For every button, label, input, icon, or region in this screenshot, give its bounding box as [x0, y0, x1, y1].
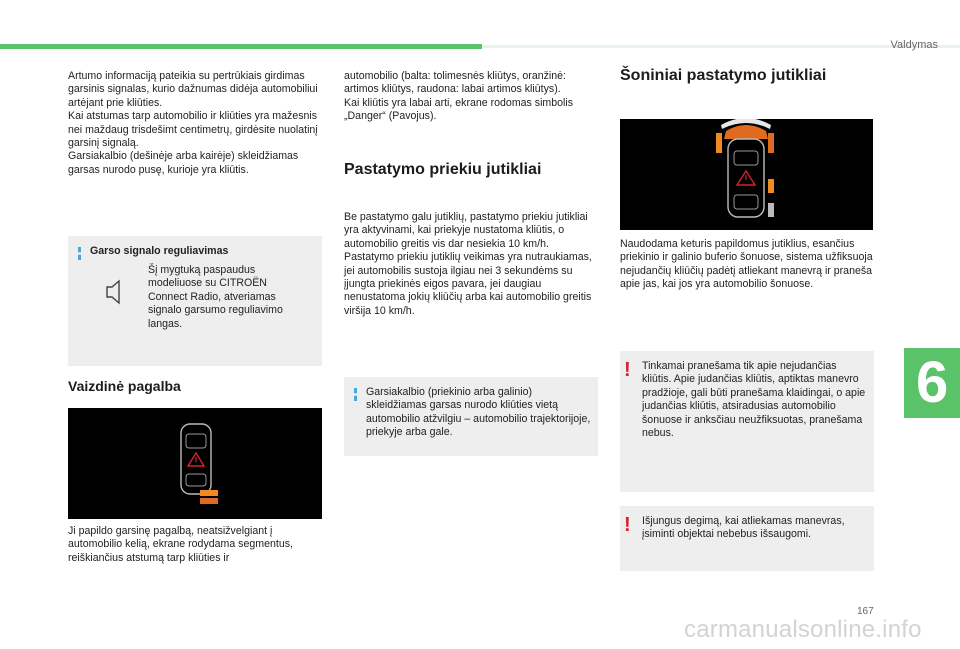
note-text: Garsiakalbio (priekinio arba galinio) skleidžiamas garsas nurodo kliūties vietą automobilio atžvilgiu – automobilio trajektorijoje, priekyje arba gale. — [366, 386, 591, 439]
page-number: 167 — [857, 606, 874, 617]
section-title: Valdymas — [890, 39, 938, 51]
warning-icon: ! — [624, 359, 631, 381]
ignition-off-warning — [620, 506, 874, 571]
color-legend-paragraph: automobilio (balta: tolimesnės kliūtys, oranžinė: artimos kliūtys, raudona: labai artimos kliūtys). Kai kliūtis yra labai arti, ekrane rodomas simbolis „Danger“ (Pavojus). — [344, 70, 574, 123]
warning-icon: ! — [624, 514, 631, 536]
car-top-view-icon — [68, 408, 322, 519]
info-icon — [354, 388, 357, 401]
warning-text: Išjungus degimą, kai atliekamas manevras, įsiminti objektai nebebus išsaugomi. — [642, 515, 845, 541]
front-sensors-heading: Pastatymo priekiu jutikliai — [344, 161, 542, 178]
visual-aid-heading: Vaizdinė pagalba — [68, 378, 181, 394]
speaker-direction-note — [344, 377, 598, 456]
note-title: Garso signalo reguliavimas — [90, 245, 229, 257]
top-accent-bar — [0, 44, 482, 49]
watermark: carmanualsonline.info — [684, 616, 922, 643]
note-text: Šį mygtuką paspaudus modeliuose su CITROËN Connect Radio, atveriamas signalo garsumo reguliavimo langas. — [148, 264, 283, 330]
sound-adjust-note — [68, 236, 322, 366]
moving-obstacles-warning — [620, 351, 874, 492]
chapter-number: 6 — [916, 350, 949, 415]
car-side-sensors-icon — [620, 119, 873, 230]
top-divider-line — [482, 45, 960, 48]
intro-paragraph: Artumo informaciją pateikia su pertrūkiais girdimas garsinis signalas, kurio dažnumas didėja automobiliui artėjant prie kliūties. Kai atstumas tarp automobilio ir kliūties yra mažesnis nei maždaug trisdešimt centimetrų, girdėsite nuolatinį garsinį signalą. Garsiakalbio (dešinėje arba kairėje) skleidžiamas garsas nurodo pusę, kurioje yra kliūtis. — [68, 70, 318, 176]
chapter-tab — [904, 348, 960, 418]
info-icon — [78, 247, 81, 260]
front-sensors-paragraph: Be pastatymo galu jutiklių, pastatymo priekiu jutikliai yra aktyvinami, kai priekyje nustatoma kliūtis, o automobilio greitis vis dar nesiekia 10 km/h. Pastatymo priekiu jutiklių veikimas yra nutraukiamas, jei automobilis sustoja ilgiau nei 3 sekundėms su įjungta priekinės eigos pavara, jei daugiau nenustatoma jokių kliūčių arba kai automobilio greitis viršija 10 km/h. — [344, 211, 592, 317]
visual-aid-figure — [68, 408, 322, 519]
warning-text: Tinkamai pranešama tik apie nejudančias kliūtis. Apie judančias kliūtis, aptiktas manevro pradžioje, gali būti pranešama klaidingai, o apie judančias kliūtis, atsiradusias automobilio šonuose ir anksčiau neužfiksuotas, pranešama nebus. — [642, 360, 866, 440]
side-sensors-heading: Šoniniai pastatymo jutikliai — [620, 67, 827, 84]
side-sensors-paragraph: Naudodama keturis papildomus jutiklius, esančius priekinio ir galinio buferio šonuose, sistema užfiksuoja nejudančių kliūčių padėtį atliekant manevrą ir praneša apie jas, kai jos yra automobilio šonuose. — [620, 238, 873, 291]
visual-aid-caption: Ji papildo garsinę pagalbą, neatsižvelgiant į automobilio kelią, ekrane rodydama segmentus, reiškiančius atstumą tarp kliūties ir — [68, 525, 293, 564]
side-sensors-figure — [620, 119, 873, 230]
speaker-icon — [104, 278, 124, 306]
